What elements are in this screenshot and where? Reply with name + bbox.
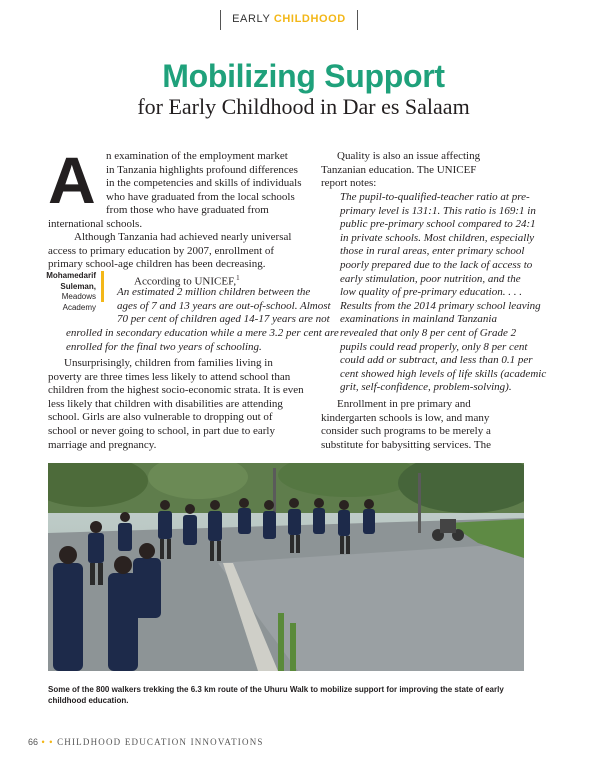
left-paragraph-3: Unsurprisingly, children from families living in poverty are three times less likely to attend school than children from the highest socio-economic strata. It is even less likely that children with disabilities are attending school. Girls are also vulnerable to dropping out of school or never going to school, in part due to early marriage and pregnancy. bbox=[48, 357, 304, 451]
author-name-first: Mohamedarif bbox=[46, 271, 96, 280]
right-paragraph-1: Quality is also an issue affecting Tanzanian education. The UNICEF report notes: bbox=[321, 150, 481, 190]
page-number: 66 bbox=[28, 737, 39, 747]
author-accent-bar bbox=[101, 271, 104, 302]
article-title: Mobilizing Support bbox=[162, 58, 445, 94]
author-byline bbox=[28, 271, 96, 313]
left-paragraph-2: Although Tanzania had achieved nearly universal access to primary education by 2007, enrollment of primary school-age children has been decreasing. According to UNICEF,$^1$ bbox=[48, 231, 292, 288]
section-header bbox=[0, 8, 607, 34]
left-quote: An estimated 2 million children between the ages of 7 and 13 years are out-of-school. Almost 70 per cent of children aged 14-17 years are not bbox=[117, 286, 331, 326]
article-subtitle: for Early Childhood in Dar es Salaam bbox=[137, 94, 470, 119]
header-divider-left bbox=[220, 10, 221, 30]
drop-cap: A bbox=[48, 143, 96, 217]
publication-name: CHILDHOOD EDUCATION INNOVATIONS bbox=[57, 737, 264, 747]
section-label: EARLY CHILDHOOD bbox=[232, 13, 346, 25]
uhuru-walk-photo-illustration bbox=[48, 463, 524, 671]
article-photo bbox=[48, 463, 524, 671]
left-paragraph-1: n examination of the employment market in Tanzania highlights profound differences in the competencies and skills of individuals who have graduated from the local schools from those who have graduated from bbox=[106, 150, 302, 217]
left-quote-tail: enrolled in secondary education while a mere 3.2 per cent are enrolled for the final two years of schooling. bbox=[66, 327, 339, 353]
footer-dots: • • bbox=[41, 737, 54, 747]
photo-caption: Some of the 800 walkers trekking the 6.3 km route of the Uhuru Walk to mobilize support for improving the state of early childhood education. bbox=[48, 685, 504, 705]
page-footer bbox=[28, 737, 328, 747]
footnote-mark: 1 bbox=[236, 273, 240, 282]
left-paragraph-1-tail: international schools. bbox=[48, 218, 143, 230]
right-quote: The pupil-to-qualified-teacher ratio at pre- primary level is 131:1. This ratio is 169:1 in public pre-primary school compared to 24:1 in private schools. Most children, especially those in rural areas, enter primary school poorly prepared due to the lack of access to early stimulation, poor nutrition, and the low quality of pre-primary education. . . . Results from the 2014 primary school leaving examinations in mainland Tanzania revealed that only 8 per cent of Grade 2 pupils could read properly, only 8 per cent could add or subtract, and less than 0.1 per cent showed high levels of life skills (academic grit, self-confidence, problem-solving). bbox=[340, 191, 547, 394]
header-divider-right bbox=[357, 10, 358, 30]
right-paragraph-2: Enrollment in pre primary and kindergarten schools is low, and many consider such programs to be merely a substitute for babysitting services. The bbox=[321, 398, 491, 451]
author-affiliation: Meadows Academy bbox=[61, 292, 96, 312]
author-name-last: Suleman, bbox=[60, 281, 96, 291]
